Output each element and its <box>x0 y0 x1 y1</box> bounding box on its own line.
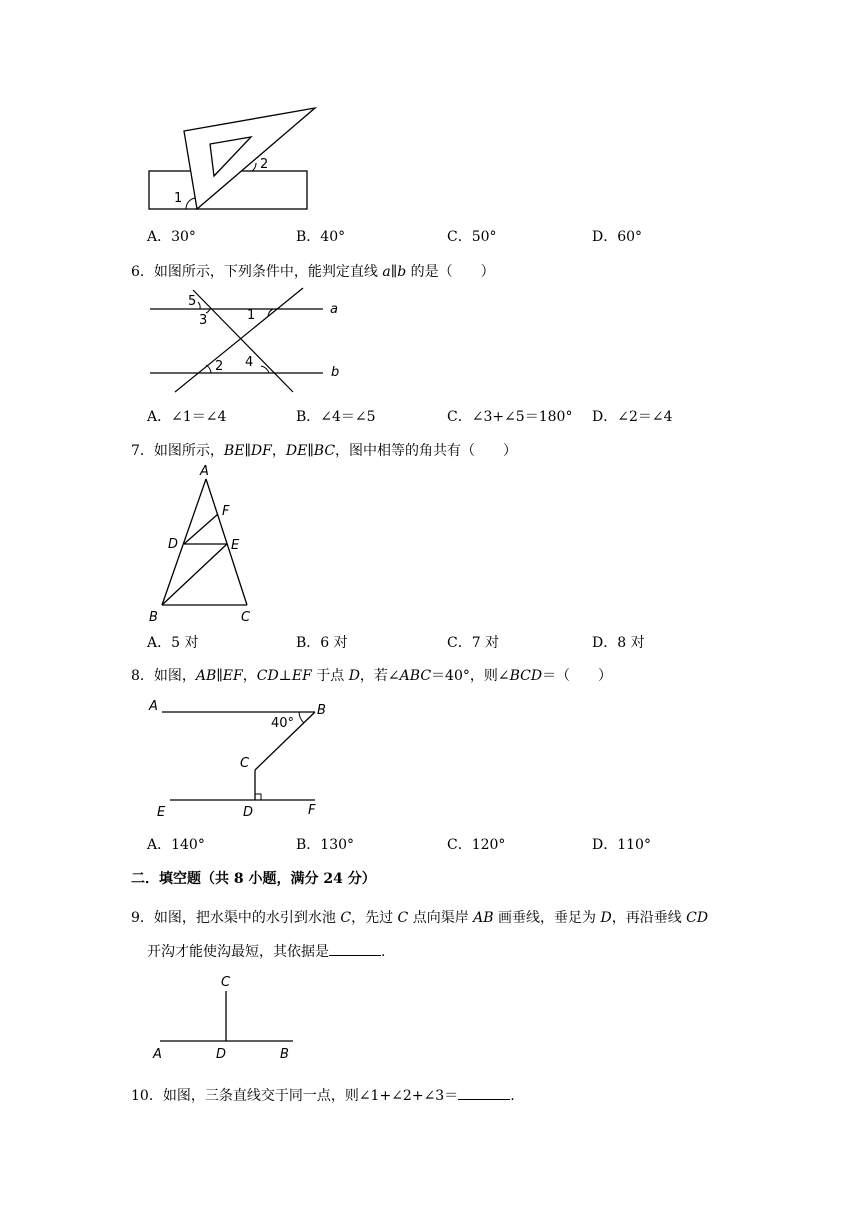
q10-number: 10． <box>131 1088 163 1104</box>
q10-question <box>131 1085 515 1105</box>
fig-label-D: D <box>168 537 179 552</box>
q9-c2: C <box>397 910 409 926</box>
q8-question <box>131 665 612 685</box>
fig-label-C: C <box>241 610 251 625</box>
q9-l1e: ，再沿垂线 <box>611 910 687 926</box>
q5-figure <box>140 100 330 215</box>
q7-parallel-2: ∥ <box>307 443 314 459</box>
right-angle-mark <box>255 794 261 800</box>
q8-perp: ⊥ <box>278 668 292 684</box>
q8-figure <box>145 692 345 822</box>
fig-label-E: E <box>231 538 240 553</box>
q6-text-before: 如图所示，下列条件中，能判定直线 <box>153 264 383 280</box>
transversal-1 <box>193 290 293 392</box>
fig-label-1: 1 <box>247 308 256 323</box>
q8-t3: ，若∠ <box>359 668 400 684</box>
fig-label-B: B <box>149 610 158 625</box>
q7-seg-be: BE <box>223 443 245 459</box>
q8-bcd: BCD <box>509 668 543 684</box>
q10-text: 如图，三条直线交于同一点，则∠1+∠2+∠3＝ <box>162 1088 459 1104</box>
fig-label-F: F <box>222 504 230 519</box>
q9-l1b: ，先过 <box>351 910 398 926</box>
q6-option-d: D．∠2＝∠4 <box>592 409 673 425</box>
q6-number: 6． <box>131 264 154 280</box>
q6-figure <box>145 285 355 395</box>
q6-option-a: A．∠1＝∠4 <box>147 409 227 425</box>
q9-l1c: 点向渠岸 <box>408 910 474 926</box>
fig-label-D: D <box>243 805 254 820</box>
section-2-title: 二．填空题（共 8 小题，满分 24 分） <box>131 871 376 887</box>
fig-label-b: b <box>331 365 340 380</box>
fig-label-4: 4 <box>245 355 254 370</box>
side-ac <box>206 479 247 605</box>
fig-label-C: C <box>221 975 231 990</box>
q7-prefix: 如图所示， <box>153 443 224 459</box>
fig-label-F: F <box>308 803 316 818</box>
q5-option-a: A．30° <box>147 229 196 245</box>
q8-abc: ABC <box>399 668 432 684</box>
q9-cd: CD <box>686 910 709 926</box>
q6-var-a: a <box>382 264 391 280</box>
q9-d: D <box>600 910 612 926</box>
q7-seg-bc: BC <box>313 443 336 459</box>
fig-label-angle-1: 1 <box>174 191 183 206</box>
fig-label-2: 2 <box>215 359 224 374</box>
fig-label-C: C <box>240 756 250 771</box>
q8-d: D <box>348 668 360 684</box>
angle-arc-40 <box>299 712 304 723</box>
q6-option-c: C．∠3+∠5＝180° <box>447 409 573 425</box>
q6-parallel: ∥ <box>390 264 398 280</box>
q7-question <box>131 440 517 460</box>
q8-option-b: B．130° <box>296 837 355 853</box>
q7-option-d: D．8 对 <box>592 635 645 651</box>
fig-label-E: E <box>157 805 166 820</box>
q9-question-line-1 <box>131 907 708 927</box>
arc-5 <box>198 302 200 309</box>
q8-t2: 于点 <box>311 668 349 684</box>
q9-c: C <box>340 910 352 926</box>
q8-par: ∥ <box>216 668 223 684</box>
set-square-outer <box>184 108 315 209</box>
fig-label-3: 3 <box>199 313 208 328</box>
q9-l1d: 画垂线，垂足为 <box>493 910 601 926</box>
q10-answer-blank[interactable] <box>458 1085 510 1100</box>
fig-label-a: a <box>330 302 338 317</box>
q7-comma: ， <box>271 443 286 459</box>
q5-option-c: C．50° <box>447 229 497 245</box>
q9-question-line-2 <box>147 941 385 961</box>
q6-option-b: B．∠4＝∠5 <box>296 409 376 425</box>
fig-label-angle-2: 2 <box>260 157 269 172</box>
fig-label-A: A <box>153 1047 162 1062</box>
fig-label-B: B <box>317 703 326 718</box>
q10-end: . <box>510 1088 515 1104</box>
q8-c1: ， <box>242 668 257 684</box>
q8-option-d: D．110° <box>592 837 651 853</box>
q8-ef2: EF <box>291 668 312 684</box>
q9-figure <box>148 968 308 1063</box>
q8-number: 8． <box>131 668 154 684</box>
q6-var-b: b <box>397 264 407 280</box>
q7-seg-df: DF <box>250 443 272 459</box>
q8-ab: AB <box>195 668 217 684</box>
q8-cd: CD <box>256 668 279 684</box>
q6-question <box>131 261 495 281</box>
q7-option-b: B．6 对 <box>296 635 348 651</box>
angle-arc-1 <box>186 198 195 209</box>
q8-t5: ＝（ ） <box>542 668 613 684</box>
fig-label-5: 5 <box>188 294 197 309</box>
q8-t1: 如图， <box>153 668 196 684</box>
q9-ab: AB <box>473 910 494 926</box>
q9-answer-blank[interactable] <box>329 941 381 956</box>
q9-l2a: 开沟才能使沟最短，其依据是 <box>147 944 329 960</box>
q9-number: 9． <box>131 910 154 926</box>
fig-label-A: A <box>149 699 158 714</box>
q7-suffix: ，图中相等的角共有（ ） <box>335 443 518 459</box>
fig-label-B: B <box>280 1047 289 1062</box>
q8-option-a: A．140° <box>147 837 205 853</box>
q7-seg-de: DE <box>285 443 308 459</box>
q8-ef: EF <box>222 668 243 684</box>
q6-text-after: 的是（ ） <box>406 264 495 280</box>
q5-option-b: B．40° <box>296 229 346 245</box>
q7-option-c: C．7 对 <box>447 635 500 651</box>
q9-l2b: . <box>381 944 386 960</box>
fig-label-angle: 40° <box>271 716 295 731</box>
angle-arc-2 <box>252 163 256 171</box>
q9-l1a: 如图，把水渠中的水引到水池 <box>153 910 341 926</box>
q7-figure <box>140 462 270 627</box>
q5-option-d: D．60° <box>592 229 643 245</box>
q8-option-c: C．120° <box>447 837 506 853</box>
seg-be <box>162 544 227 605</box>
fig-label-A: A <box>200 464 209 479</box>
fig-label-D: D <box>216 1047 227 1062</box>
q7-option-a: A．5 对 <box>147 635 199 651</box>
q7-parallel-1: ∥ <box>244 443 251 459</box>
q7-number: 7． <box>131 443 154 459</box>
q8-t4: ＝40°，则∠ <box>431 668 510 684</box>
